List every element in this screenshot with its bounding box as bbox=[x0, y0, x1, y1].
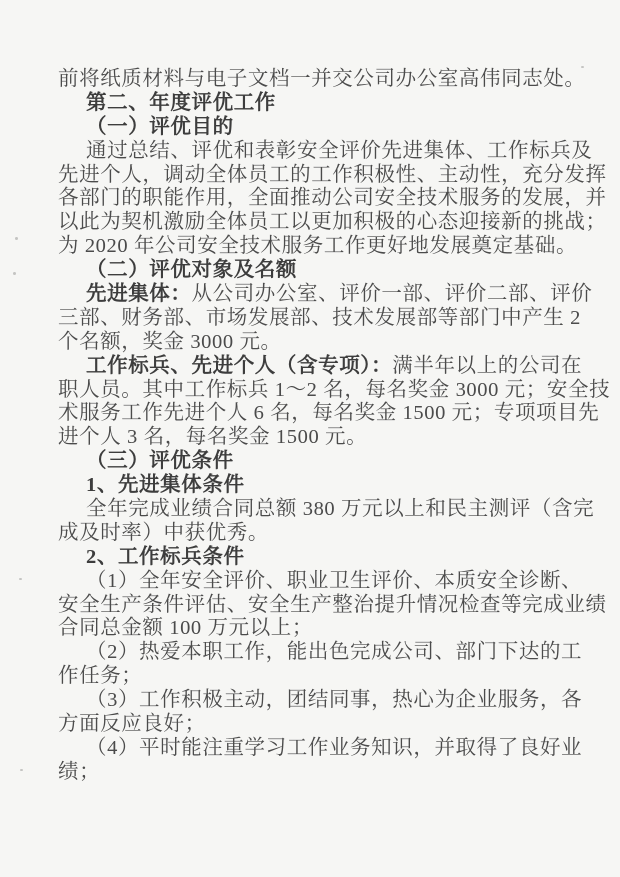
text-line bbox=[58, 761, 570, 785]
scan-speck bbox=[19, 578, 22, 580]
text-line bbox=[58, 306, 581, 331]
text-line bbox=[58, 522, 570, 546]
text-line bbox=[58, 689, 583, 713]
body-text: 绩； bbox=[58, 760, 101, 783]
scan-speck bbox=[15, 237, 18, 240]
heading-text: 1、先进集体条件 bbox=[86, 474, 245, 497]
text-line bbox=[58, 617, 570, 641]
text-line bbox=[58, 68, 586, 92]
body-text: 为 2020 年公司安全技术服务工作更好地发展奠定基础。 bbox=[58, 235, 578, 258]
text-line bbox=[58, 641, 583, 665]
text-line bbox=[58, 187, 607, 211]
text-line bbox=[58, 736, 583, 761]
body-text: 全年完成业绩合同总额 380 万元以上和民主测评（含完 bbox=[86, 498, 595, 521]
scan-speck bbox=[581, 66, 584, 68]
text-line bbox=[58, 426, 570, 450]
body-text: 从公司办公室、评价一部、评价二部、评价 bbox=[191, 283, 593, 306]
text-line bbox=[58, 235, 578, 259]
scan-speck bbox=[13, 272, 16, 275]
heading-text: 先进集体： bbox=[86, 283, 192, 306]
body-text: 前将纸质材料与电子文档一并交公司办公室高伟同志处。 bbox=[58, 68, 586, 90]
body-text: 各部门的职能作用，全面推动公司安全技术服务的发展，并 bbox=[58, 187, 607, 210]
text-line bbox=[58, 665, 570, 689]
body-text: 术服务工作先进个人 6 名，每名奖金 1500 元；专项项目先 bbox=[58, 402, 600, 425]
body-text: 满半年以上的公司在 bbox=[392, 354, 583, 377]
document-body bbox=[58, 68, 611, 785]
body-text: 三部、财务部、市场发展部、技术发展部等部门中产生 2 bbox=[58, 306, 581, 329]
text-line bbox=[58, 92, 570, 116]
text-line bbox=[58, 139, 593, 164]
body-text: 通过总结、评优和表彰安全评价先进集体、工作标兵及 bbox=[86, 139, 593, 162]
body-text: 作任务； bbox=[58, 665, 143, 688]
text-line bbox=[58, 546, 570, 570]
text-line bbox=[58, 498, 595, 522]
text-line bbox=[58, 450, 570, 474]
text-line bbox=[58, 211, 607, 235]
text-line bbox=[58, 259, 570, 283]
text-line bbox=[58, 116, 570, 140]
text-line bbox=[58, 283, 593, 307]
text-line bbox=[58, 713, 570, 737]
body-text: （4）平时能注重学习工作业务知识，并取得了良好业 bbox=[86, 736, 583, 759]
body-text: 个名额，奖金 3000 元。 bbox=[58, 330, 282, 353]
body-text: 以此为契机激励全体员工以更加积极的心态迎接新的挑战； bbox=[58, 211, 607, 234]
text-line bbox=[58, 593, 607, 618]
text-line bbox=[58, 354, 583, 379]
heading-text: 第二、年度评优工作 bbox=[86, 91, 276, 114]
heading-text: （一）评优目的 bbox=[86, 115, 234, 138]
body-text: （1）全年安全评价、职业卫生评价、本质安全诊断、 bbox=[86, 569, 583, 592]
heading-text: （二）评优对象及名额 bbox=[86, 259, 297, 282]
body-text: 安全生产条件评估、安全生产整治提升情况检查等完成业绩 bbox=[58, 593, 607, 616]
body-text: 合同总金额 100 万元以上； bbox=[58, 617, 313, 640]
body-text: 方面反应良好； bbox=[58, 713, 206, 736]
body-text: 成及时率）中获优秀。 bbox=[58, 521, 269, 544]
body-text: 进个人 3 名，每名奖金 1500 元。 bbox=[58, 426, 368, 449]
body-text: 职人员。其中工作标兵 1～2 名，每名奖金 3000 元；安全技 bbox=[58, 378, 611, 401]
body-text: （3）工作积极主动，团结同事，热心为企业服务，各 bbox=[86, 689, 583, 712]
text-line bbox=[58, 402, 600, 426]
heading-text: 工作标兵、先进个人（含专项）： bbox=[86, 354, 393, 377]
text-line bbox=[58, 474, 570, 498]
scan-speck bbox=[20, 769, 23, 771]
text-line bbox=[58, 331, 570, 355]
body-text: （2）热爱本职工作，能出色完成公司、部门下达的工 bbox=[86, 641, 583, 664]
body-text: 先进个人，调动全体员工的工作积极性、主动性，充分发挥 bbox=[58, 163, 607, 186]
heading-text: 2、工作标兵条件 bbox=[86, 545, 245, 568]
text-line bbox=[58, 569, 583, 594]
text-line bbox=[58, 378, 611, 403]
heading-text: （三）评优条件 bbox=[86, 450, 234, 473]
text-line bbox=[58, 163, 607, 188]
